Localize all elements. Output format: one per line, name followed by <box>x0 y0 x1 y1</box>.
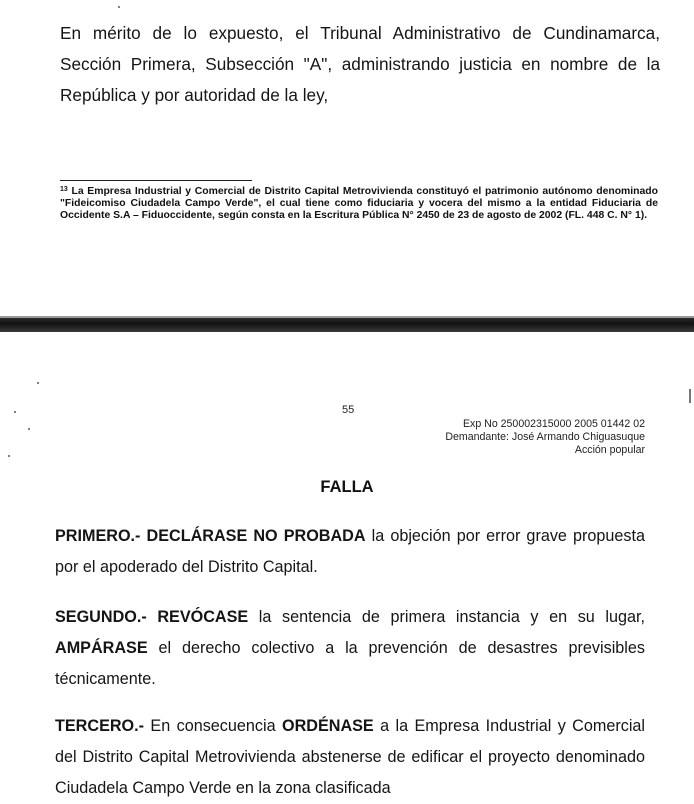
case-header <box>445 418 645 457</box>
case-action-type: Acción popular <box>574 444 645 456</box>
resolution-label: SEGUNDO.- <box>55 608 147 626</box>
resolution-keyword: DECLÁRASE NO PROBADA <box>146 527 366 545</box>
scan-speck <box>8 455 10 457</box>
scan-mark <box>689 389 691 403</box>
footnote-divider <box>60 180 252 181</box>
resolution-text: En consecuencia <box>150 717 276 735</box>
resolution-keyword: REVÓCASE <box>157 608 249 626</box>
closing-paragraph: En mérito de lo expuesto, el Tribunal Administrativo de Cundinamarca, Sección Primera, Subsección "A", administrando justicia en nombre de la República y por autoridad de la ley, <box>60 23 660 105</box>
resolution-label: TERCERO.- <box>55 717 145 735</box>
resolution-text: el derecho colectivo a la prevención de desastres previsibles técnicamente. <box>55 639 645 688</box>
scan-speck <box>28 428 30 430</box>
footnote-marker: 13 <box>60 186 68 193</box>
page-break-band <box>0 318 694 332</box>
case-plaintiff: Demandante: José Armando Chiguasuque <box>445 431 645 443</box>
page-number: 55 <box>342 404 355 416</box>
resolution-text: la objeción por error grave propuesta por el apoderado del Distrito Capital. <box>55 527 646 576</box>
resolution-primero <box>55 521 645 583</box>
footnote-text: La Empresa Industrial y Comercial de Distrito Capital Metrovivienda constituyó el patrimonio autónomo denominado "Fideicomiso Ciudadela Campo Verde", el cual tiene como fiduciaria y vocera del mismo a la entidad Fiduciaria de Occidente S.A – Fiduoccidente, según consta en la Escritura Pública N° 2450 de 23 de agosto de 2002 (FL. 448 C. N° 1). <box>60 186 658 222</box>
scan-speck <box>37 382 39 384</box>
resolution-tercero <box>55 711 645 804</box>
footnote <box>60 184 658 223</box>
resolution-text: a la Empresa Industrial y Comercial del Distrito Capital Metrovivienda abstenerse de edificar el proyecto denominado Ciudadela Campo Verde en la zona clasificada <box>55 717 646 797</box>
case-expedient: Exp No 250002315000 2005 01442 02 <box>462 418 645 430</box>
scan-speck <box>14 411 16 413</box>
section-title: FALLA <box>320 478 374 496</box>
resolution-text: la sentencia de primera instancia y en su lugar, <box>258 608 645 626</box>
resolution-keyword: AMPÁRASE <box>55 639 148 657</box>
resolution-segundo <box>55 602 645 695</box>
scan-speck <box>118 6 120 8</box>
resolution-keyword: ORDÉNASE <box>281 717 374 735</box>
resolution-label: PRIMERO.- <box>55 527 141 545</box>
